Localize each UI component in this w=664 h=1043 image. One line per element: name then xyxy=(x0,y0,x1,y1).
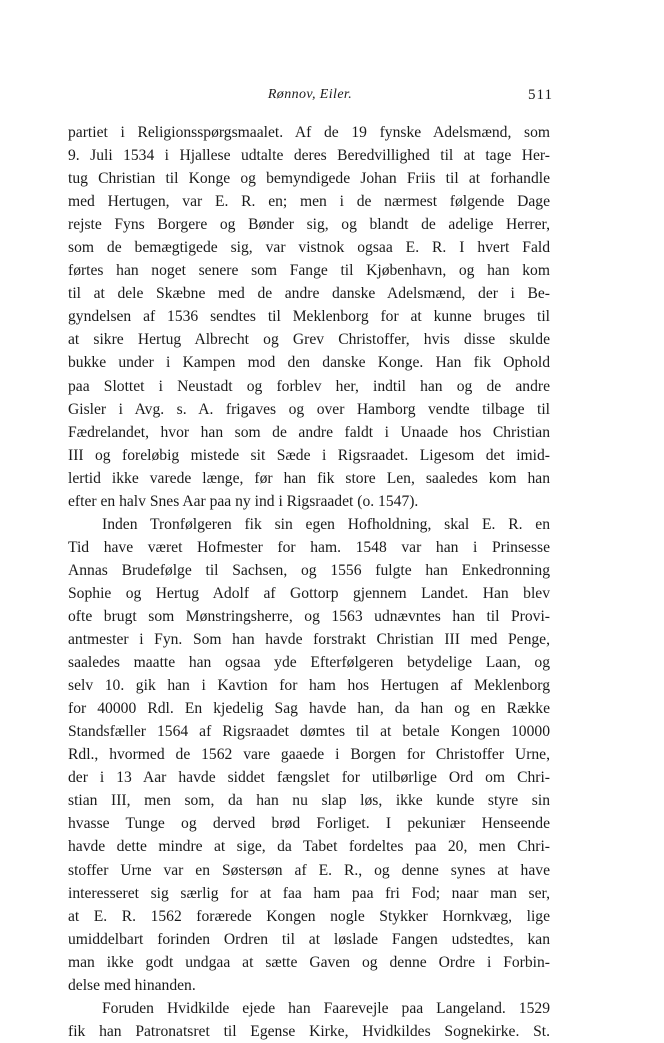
text-line: Inden Tronfølgeren fik sin egen Hofholdning, skal E. R. en xyxy=(102,515,550,533)
text-line: Rdl., hvormed de 1562 vare gaaede i Borgen for Christoffer Urne, xyxy=(68,746,550,764)
text-line: partiet i Religionsspørgsmaalet. Af de 19 fynske Adelsmænd, som xyxy=(68,124,550,141)
text-line: som de bemægtigede sig, var vistnok ogsaa E. R. I hvert Fald xyxy=(68,239,550,257)
paragraph-3 xyxy=(68,997,550,1043)
text-line: tug Christian til Konge og bemyndigede Johan Friis til at forhandle xyxy=(68,170,550,188)
text-line: lertid ikke varede længe, før han fik store Len, saaledes kom han xyxy=(68,469,550,487)
paragraph-2 xyxy=(68,513,550,997)
body-text xyxy=(68,121,550,1043)
text-line: stian III, men som, da han nu slap løs, ikke kunde styre sin xyxy=(68,792,550,810)
text-line: saaledes maatte han ogsaa yde Efterfølgeren betydelige Laan, og xyxy=(68,654,550,672)
page-number: 511 xyxy=(528,87,553,103)
text-line: at E. R. 1562 forærede Kongen nogle Stykker Hornkvæg, lige xyxy=(68,907,550,925)
text-line: Tid have været Hofmester for ham. 1548 var han i Prinsesse xyxy=(68,538,550,556)
text-line: at sikre Hertug Albrecht og Grev Christoffer, hvis disse skulde xyxy=(68,331,550,349)
text-line: ofte brugt som Mønstringsherre, og 1563 udnævntes han til Provi- xyxy=(68,607,550,625)
text-line: selv 10. gik han i Kavtion for ham hos Hertugen af Meklenborg xyxy=(68,677,550,695)
text-line: Fædrelandet, hvor han som de andre faldt i Unaade hos Christian xyxy=(68,423,550,441)
text-line: man ikke godt undgaa at sætte Gaven og denne Ordre i Forbin- xyxy=(68,953,550,971)
text-line: bukke under i Kampen mod den danske Konge. Han fik Ophold xyxy=(68,354,550,372)
text-line: delse med hinanden. xyxy=(68,976,196,994)
text-line: for 40000 Rdl. En kjedelig Sag havde han, da han og en Række xyxy=(68,700,550,718)
text-line: rejste Fyns Borgere og Bønder sig, og blandt de adelige Herrer, xyxy=(68,216,550,234)
text-line: interesseret sig særlig for at faa ham paa fri Fod; naar man ser, xyxy=(68,884,550,902)
text-line: førtes han noget senere som Fange til Kjøbenhavn, og han kom xyxy=(68,262,550,280)
text-line: Foruden Hvidkilde ejede han Faarevejle paa Langeland. 1529 xyxy=(102,999,550,1017)
text-line: fik han Patronatsret til Egense Kirke, Hvidkildes Sognekirke. St. xyxy=(68,1022,550,1040)
text-line: til at dele Skæbne med de andre danske Adelsmænd, der i Be- xyxy=(68,285,550,303)
text-line: efter en halv Snes Aar paa ny ind i Rigsraadet (o. 1547). xyxy=(68,492,419,510)
text-line: Gisler i Avg. s. A. frigaves og over Hamborg vendte tilbage til xyxy=(68,400,550,418)
text-line: III og foreløbig mistede sit Sæde i Rigsraadet. Ligesom det imid- xyxy=(68,446,550,464)
text-line: umiddelbart forinden Ordren til at løslade Fangen udstedtes, kan xyxy=(68,930,550,948)
text-line: Annas Brudefølge til Sachsen, og 1556 fulgte han Enkedronning xyxy=(68,561,550,579)
text-line: paa Slottet i Neustadt og forblev her, indtil han og de andre xyxy=(68,377,550,395)
text-line: Sophie og Hertug Adolf af Gottorp gjennem Landet. Han blev xyxy=(68,584,550,602)
text-line: gyndelsen af 1536 sendtes til Meklenborg for at kunne bruges til xyxy=(68,308,550,326)
text-line: hvasse Tunge og derved brød Forliget. I pekuniær Henseende xyxy=(68,815,550,833)
text-line: stoffer Urne var en Søstersøn af E. R., og denne synes at have xyxy=(68,861,550,879)
text-line: 9. Juli 1534 i Hjallese udtalte deres Beredvillighed til at tage Her- xyxy=(68,147,550,165)
text-line: antmester i Fyn. Som han havde forstrakt Christian III med Penge, xyxy=(68,631,550,649)
running-title: Rønnov, Eiler. xyxy=(267,87,353,102)
text-line: der i 13 Aar havde siddet fængslet for utilbørlige Ord om Chri- xyxy=(68,769,550,787)
text-line: havde dette mindre at sige, da Tabet fordeltes paa 20, men Chri- xyxy=(68,838,550,856)
paragraph-1 xyxy=(68,121,550,513)
text-line: med Hertugen, var E. R. en; men i de nærmest følgende Dage xyxy=(68,193,550,211)
text-line: Standsfæller 1564 af Rigsraadet dømtes til at betale Kongen 10000 xyxy=(68,723,550,741)
